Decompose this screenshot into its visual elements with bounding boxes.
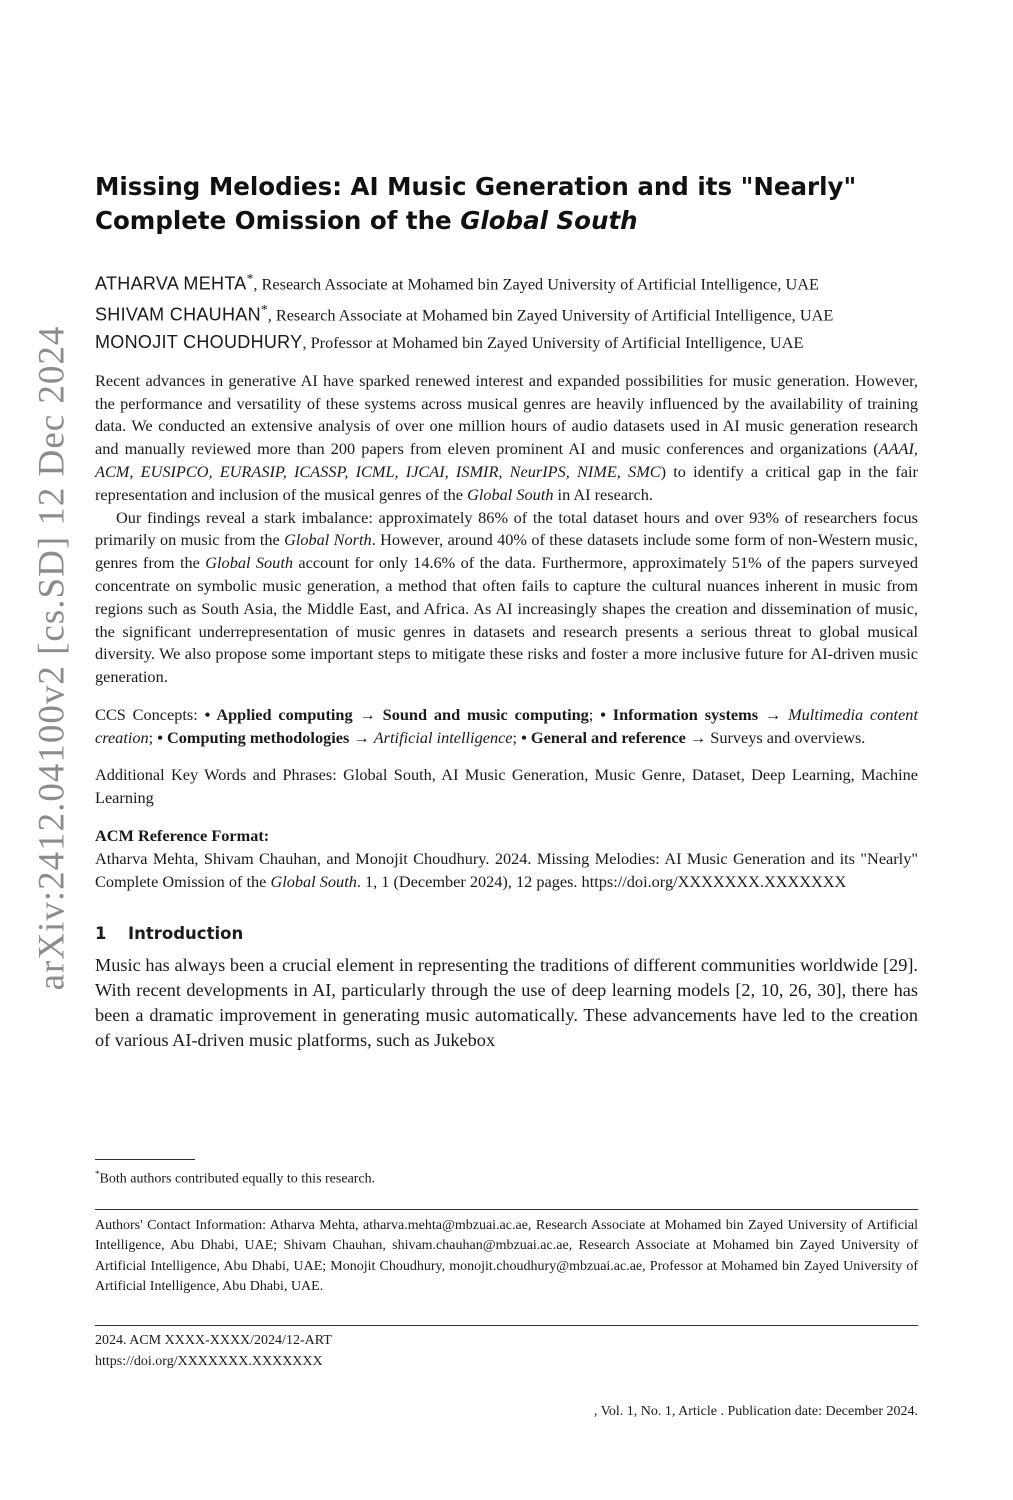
ccs-information-systems: • Information systems [600,705,759,724]
ccs-sound-music: Sound and music computing [382,705,589,724]
abstract-venues: AAAI, ACM, EUSIPCO, EURASIP, ICASSP, ICML, IJCAI, ISMIR, NeurIPS, NIME, SMC [95,439,918,482]
abstract-p2-text-c: account for only 14.6% of the data. Furthermore, approximately 51% of the papers surveyed concentrate on symbolic music generation, a method that often fails to capture the cultural nuances inherent in music from regions such as South Asia, the Middle East, and Africa. As AI increasingly shapes the creation and dissemination of music, the significant underrepresentation of music genres in datasets and research presents a serious threat to global musical diversity. We also propose some important steps to mitigate these risks and foster a more inclusive future for AI-driven music generation. [95,553,919,687]
author-2-name: SHIVAM CHAUHAN [95,304,261,325]
publication-info-line-1: 2024. ACM XXXX-XXXX/2024/12-ART [95,1333,332,1348]
contact-rule [95,1209,918,1210]
abstract-p1-text-a: Recent advances in generative AI have sparked renewed interest and expanded possibilities for music generation. However, the performance and versatility of these systems across musical genres are heavily influenced by the availability of training data. We conducted an extensive analysis of over one million hours of audio datasets used in AI music generation research and manually reviewed more than 200 papers from eleven prominent AI and music conferences and organizations ( [95,370,918,459]
abstract-p1-global-south: Global South [467,484,554,504]
author-1-mark: * [246,271,254,286]
main-column [95,170,918,1053]
pubinfo-rule [95,1325,918,1326]
paper-title [95,170,918,238]
introduction-paragraph: Music has always been a crucial element in representing the traditions of different communities worldwide [29]. With recent developments in AI, particularly through the use of deep learning models [2, 10, 26, 30], there has been a dramatic improvement in generating music automatically. These advancements have led to the creation of various AI-driven music platforms, such as Jukebox [95,955,918,1050]
author-1-affiliation: , Research Associate at Mohamed bin Zayed University of Artificial Intelligence, UAE [253,274,819,294]
ccs-applied-computing: • Applied computing [204,705,353,724]
publication-info [95,1331,332,1372]
author-1-name: ATHARVA MEHTA [95,273,247,294]
footnote [95,1165,918,1189]
author-list [95,266,918,356]
abstract-p2-global-south: Global South [205,553,293,573]
reference-global-south: Global South [270,872,357,891]
abstract-p2-text-a: Our findings reveal a stark imbalance: approximately 86% of the total dataset hours and over 93% of researchers focus primarily on music from the [95,507,918,550]
author-3-affiliation: , Professor at Mohamed bin Zayed University of Artificial Intelligence, UAE [302,332,804,352]
abstract-paragraph-2 [95,507,918,689]
title-line-2: Complete Omission of the [95,206,461,235]
abstract [95,370,918,689]
footnote-mark: * [95,1169,100,1179]
abstract-p2-global-north: Global North [284,530,372,550]
keywords: Additional Key Words and Phrases: Global South, AI Music Generation, Music Genre, Dataset, Deep Learning, Machine Learning [95,765,918,807]
ccs-surveys: → Surveys and overviews. [685,728,866,747]
section-number: 1 [95,924,107,943]
reference-format-body [95,847,918,893]
ccs-computing-methodologies: • Computing methodologies [157,728,350,747]
abstract-p1-text-b: ) to identify a critical gap in the fair representation and inclusion of the musical genres of the [95,462,918,504]
footnote-text: Both authors contributed equally to this research. [99,1171,376,1187]
running-footer: , Vol. 1, No. 1, Article . Publication date: December 2024. [593,1404,918,1419]
authors-contact-info: Authors' Contact Information: Atharva Mehta, atharva.mehta@mbzuai.ac.ae, Research Associate at Mohamed bin Zayed University of Artificial Intelligence, Abu Dhabi, UAE; Shivam Chauhan, shivam.chauhan@mbzuai.ac.ae, Research Associate at Mohamed bin Zayed University of Artificial Intelligence, Abu Dhabi, UAE; Monojit Choudhury, monojit.choudhury@mbzuai.ac.ae, Professor at Mohamed bin Zayed University of Artificial Intelligence, Abu Dhabi, UAE. [95,1218,918,1294]
author-3 [95,329,918,356]
ccs-sep-3: ; [512,728,522,747]
ccs-ai: Artificial intelligence [373,728,513,747]
arxiv-side-stamp: arXiv:2412.04100v2 [cs.SD] 12 Dec 2024 [31,325,73,991]
ccs-multimedia: Multimedia content creation [95,705,918,747]
footnote-rule [95,1159,195,1160]
reference-text-b: . 1, 1 (December 2024), 12 pages. https://doi.org/XXXXXXX.XXXXXXX [356,872,847,891]
author-3-name: MONOJIT CHOUDHURY [95,331,303,352]
ccs-arrow-2: → [758,705,789,724]
reference-format-heading: ACM Reference Format: [95,826,270,845]
abstract-p2-text-b: . However, around 40% of these datasets include some form of non-Western music, genres from the [95,530,918,573]
ccs-sep-1: ; [588,705,601,724]
author-2-affiliation: , Research Associate at Mohamed bin Zayed University of Artificial Intelligence, UAE [267,305,834,325]
section-heading-introduction [95,923,918,945]
author-2-mark: * [260,302,268,318]
section-title: Introduction [128,924,244,943]
author-2 [95,297,918,328]
ccs-arrow-1: → [352,705,383,724]
ccs-general-reference: • General and reference [521,728,686,747]
abstract-p1-text-c: in AI research. [553,484,653,504]
abstract-paragraph-1 [95,370,918,507]
title-line-1: Missing Melodies: AI Music Generation and its "Nearly" [95,172,857,201]
ccs-label: CCS Concepts: [95,705,205,724]
reference-text-a: Atharva Mehta, Shivam Chauhan, and Monojit Choudhury. 2024. Missing Melodies: AI Music Generation and its "Nearly" Complete Omission of the [95,849,918,891]
author-1 [95,266,918,297]
ccs-concepts [95,703,918,749]
ccs-sep-2: ; [148,728,158,747]
publication-doi: https://doi.org/XXXXXXX.XXXXXXX [95,1353,323,1369]
ccs-arrow-3: → [349,728,374,747]
title-global-south: Global South [460,206,638,235]
